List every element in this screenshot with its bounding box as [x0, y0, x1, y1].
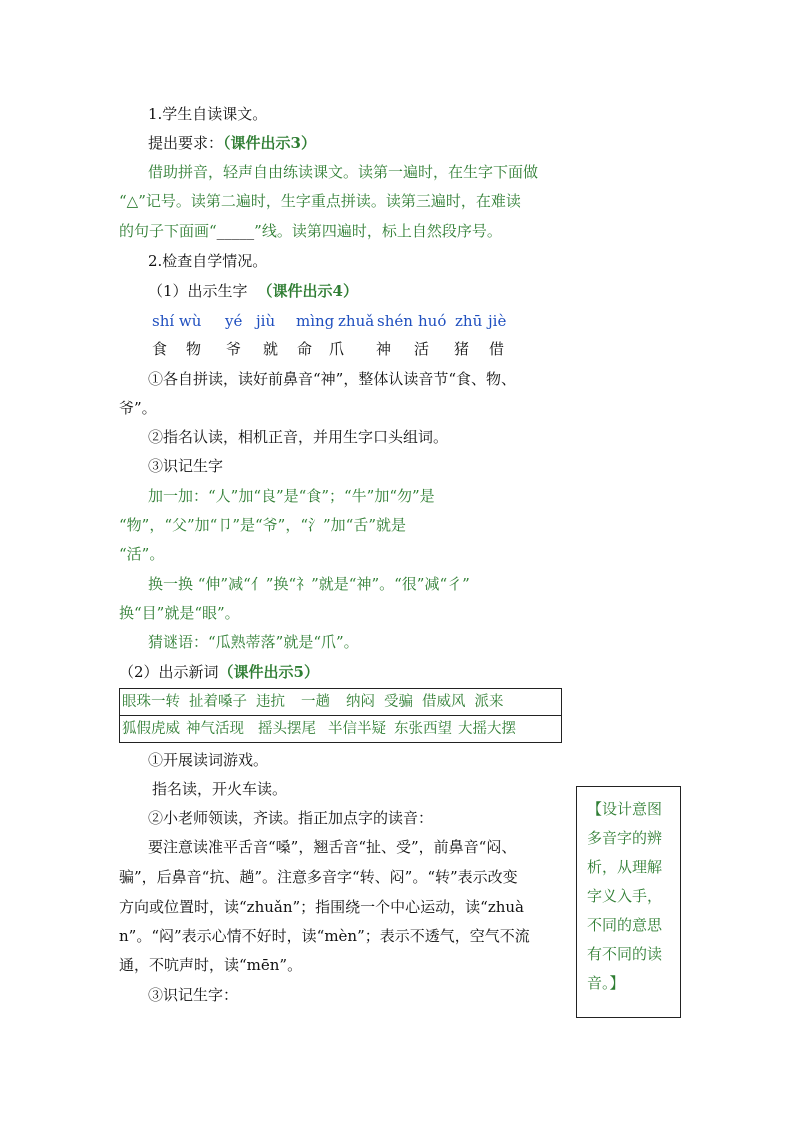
add-method-1: 加一加：“人”加“良”是“食”；“牛”加“勿”是 — [148, 487, 435, 505]
note-line: 析，从理解 — [587, 858, 663, 876]
pinyin-zhu: zhū — [455, 312, 483, 330]
word-item: 大摇大摆 — [458, 721, 516, 737]
courseware-ref-3: （课件出示3） — [223, 134, 316, 152]
char-ye: 爷 — [226, 340, 242, 358]
word-item: 受骗 — [384, 694, 413, 710]
word-item: 借威风 — [422, 694, 466, 710]
pinyin-shiwu: shí wù — [152, 312, 202, 330]
requirement-line — [148, 133, 316, 153]
requirement-text-3 — [119, 221, 502, 241]
word-item: 派来 — [474, 694, 504, 710]
char-shi: 食 — [152, 340, 168, 358]
train-reading-instruction: 指名读，开火车读。 — [152, 780, 288, 798]
note-line: 有不同的读 — [587, 945, 663, 963]
word-item: 狐假虎威 — [122, 721, 180, 737]
new-chars-label: （1）出示生字 — [148, 282, 248, 300]
word-item: 神气活现 — [186, 721, 244, 737]
char-zhu: 猪 — [454, 340, 470, 358]
requirement-text-3a: 的句子下面画“ — [119, 222, 217, 240]
spell-instruction-1: ①各自拼读，读好前鼻音“神”，整体认读音节“食、物、 — [148, 370, 517, 388]
step-2-title: 2.检查自学情况。 — [148, 252, 268, 270]
step-1-title: 1.学生自读课文。 — [148, 105, 268, 123]
add-method-2: “物”，“父”加“卩”是“爷”，“氵”加“舌”就是 — [119, 516, 407, 534]
pronunciation-note-4: n”。“闷”表示心情不好时，读“mèn”；表示不透气，空气不流 — [119, 927, 530, 945]
new-words-table — [119, 688, 562, 743]
char-zhua: 爪 — [329, 340, 345, 358]
word-item: 纳闷 — [346, 694, 375, 710]
riddle-method: 猜谜语：“瓜熟蒂落”就是“爪”。 — [148, 633, 359, 651]
pinyin-huo: huó — [418, 312, 447, 330]
little-teacher-instruction: ②小老师领读，齐读。指正加点字的读音： — [148, 809, 434, 827]
courseware-ref-4: （课件出示4） — [257, 282, 358, 300]
new-chars-heading — [148, 281, 358, 301]
pinyin-row — [148, 311, 528, 331]
words-row-1 — [120, 689, 561, 715]
char-jie: 借 — [489, 340, 505, 358]
pronunciation-note-2: 骗”，后鼻音“抗、趟”。注意多音字“转、闷”。“转”表示改变 — [119, 868, 518, 886]
swap-method-1: 换一换 “伸”减“亻”换“礻”就是“神”。“很”减“彳” — [148, 575, 470, 593]
design-intent-note — [576, 786, 681, 1018]
word-item: 扯着嗓子 — [189, 694, 247, 710]
requirement-text-1: 借助拼音，轻声自由练读课文。读第一遍时，在生字下面做 — [148, 163, 539, 181]
pinyin-jie: jiè — [488, 312, 507, 330]
spell-instruction-2: 爷”。 — [119, 399, 157, 417]
pinyin-ye: yé — [225, 312, 243, 330]
new-chars-row — [148, 339, 528, 361]
roll-call-instruction: ②指名认读，相机正音，并用生字口头组词。 — [148, 428, 449, 446]
word-item: 一趟 — [301, 694, 330, 710]
requirement-text-2: “△”记号。读第二遍时，生字重点拼读。读第三遍时，在难读 — [119, 192, 521, 210]
char-jiu: 就 — [263, 340, 279, 358]
pinyin-zhua: zhuǎ — [338, 312, 375, 330]
char-shen: 神 — [376, 340, 392, 358]
pinyin-ming: mìng — [296, 312, 335, 330]
memorize-chars-label-2: ③识记生字： — [148, 986, 239, 1004]
char-ming: 命 — [297, 340, 313, 358]
underline-mark: _____ — [216, 222, 255, 240]
word-item: 摇头摆尾 — [258, 721, 316, 737]
memorize-chars-label: ③识记生字 — [148, 457, 224, 475]
new-words-heading — [119, 662, 319, 682]
pronunciation-note-5: 通，不吭声时，读“mēn”。 — [119, 956, 303, 974]
pinyin-shen: shén — [377, 312, 413, 330]
add-method-3: “活”。 — [119, 545, 165, 563]
requirement-text-3c: ”线。读第四遍时，标上自然段序号。 — [254, 222, 502, 240]
note-line: 不同的意思 — [587, 916, 663, 934]
pronunciation-note-1: 要注意读准平舌音“嗓”，翘舌音“扯、受”，前鼻音“闷、 — [148, 838, 517, 856]
word-item: 半信半疑 — [328, 721, 386, 737]
swap-method-2: 换“目”就是“眼”。 — [119, 604, 240, 622]
word-item: 东张西望 — [394, 721, 452, 737]
note-line: 【设计意图 — [587, 800, 663, 818]
words-row-2 — [120, 715, 561, 742]
word-item: 违抗 — [256, 694, 285, 710]
pronunciation-note-3: 方向或位置时，读“zhuǎn”；指围绕一个中心运动，读“zhuà — [119, 898, 525, 916]
note-line: 音。】 — [587, 974, 625, 992]
pinyin-jiu: jiù — [256, 312, 276, 330]
note-line: 字义入手， — [587, 887, 663, 905]
courseware-ref-5: （课件出示5） — [218, 663, 319, 681]
char-wu: 物 — [186, 340, 202, 358]
word-game-instruction: ①开展读词游戏。 — [148, 751, 269, 769]
word-item: 眼珠一转 — [122, 694, 180, 710]
requirement-label: 提出要求： — [148, 134, 224, 152]
note-line: 多音字的辨 — [587, 829, 663, 847]
char-huo: 活 — [414, 340, 430, 358]
new-words-label: （2）出示新词 — [119, 663, 219, 681]
